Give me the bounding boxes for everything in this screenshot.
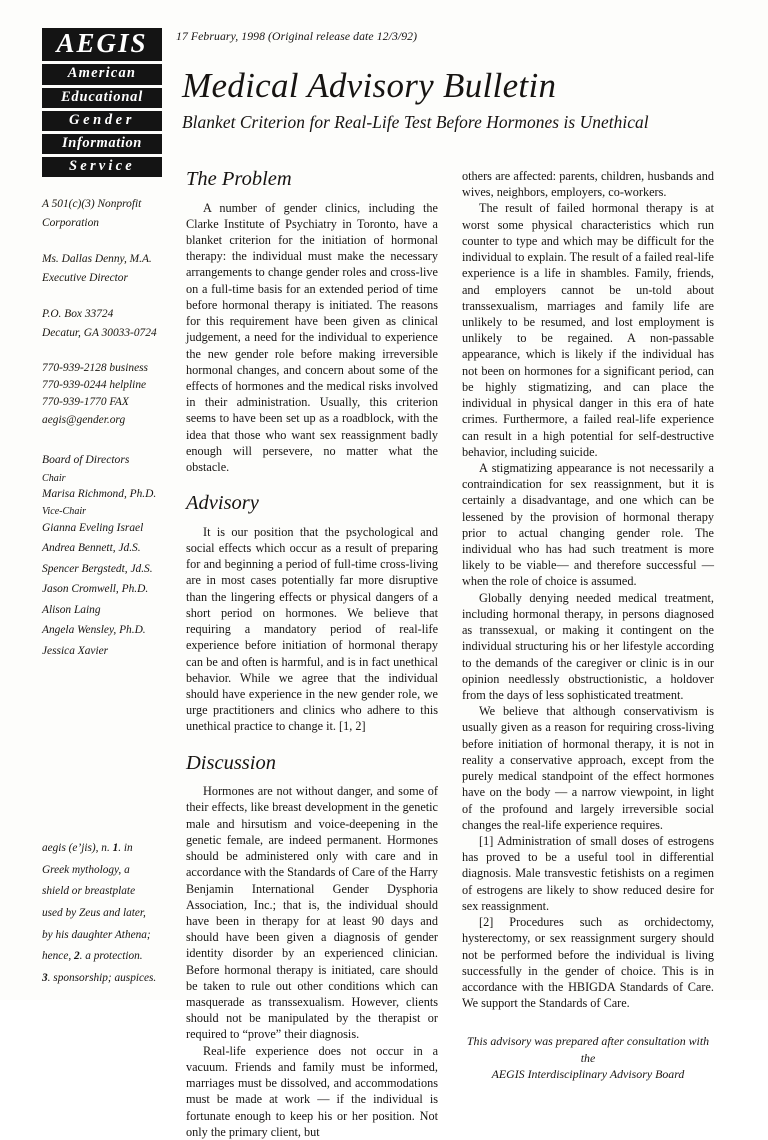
definition-line-6 [42, 946, 194, 968]
vice-chair-role-label: Vice-Chair [42, 506, 87, 518]
paragraph-discussion-1: Hormones are not without danger, and some of their effects, like breast development in the genetic male and hirsutism and voice-deepening in the genetic female, are indeed permanent. Hormones should be administered only with care and in accordance with the Standards of Care of the Harry Benjamin International Gender Dysphoria Association, Inc.; that is, the individual should have been in therapy for at least 90 days and should have been given a diagnosis of gender identity disorder by an experienced clinician. Before hormonal therapy is initiated, care should be taken to rule out other conditions which can masquerade as transsexualism. However, clients should not be manipulated by the therapist or required to “prove” their diagnosis. [186, 784, 438, 1042]
page-subtitle: Blanket Criterion for Real-Life Test Before Hormones is Unethical [182, 112, 649, 132]
vice-chair-name: Gianna Eveling Israel [42, 521, 144, 534]
closing-line-1: This advisory was prepared after consultation with the [466, 1034, 710, 1065]
closing-attribution [462, 1033, 714, 1082]
postal-address [42, 305, 190, 342]
chair-name: Marisa Richmond, Ph.D. [42, 488, 157, 500]
heading-the-problem: The Problem [186, 168, 292, 190]
board-member: Alison Laing [42, 603, 101, 616]
logo-bar-aegis: AEGIS [42, 28, 162, 61]
email-address: aegis@gender.org [42, 413, 126, 426]
definition-line-3: shield or breastplate [42, 885, 136, 898]
phone-helpline: 770-939-0244 helpline [42, 379, 147, 392]
definition-line-5: by his daughter Athena; [42, 928, 151, 941]
executive-director-block [42, 250, 190, 287]
definition-line-6-tail: . a protection. [79, 950, 143, 963]
aegis-definition [42, 838, 194, 990]
definition-sense-3-number: 3 [42, 972, 48, 985]
board-chair [42, 472, 190, 504]
heading-discussion: Discussion [186, 751, 276, 774]
paragraph-discussion-2-part-left: Real-life experience does not occur in a vacuum. Friends and family must be informed, marriages must be dissolved, and accommodations must be made at work — if the individual is fortunate enough to keep his or her position. Not only the primary client, but [186, 1043, 438, 1139]
aegis-logo [42, 28, 162, 177]
definition-sense-2-number: 2 [74, 950, 80, 963]
nonprofit-status [42, 195, 190, 232]
definition-line-1 [42, 838, 194, 860]
logo-bar-gender: Gender [42, 111, 162, 131]
logo-bar-information: Information [42, 134, 162, 154]
board-of-directors-heading: Board of Directors [42, 452, 130, 466]
sidebar [42, 28, 190, 662]
board-member-list [42, 539, 190, 660]
paragraph-discussion-2-part-right: others are affected: parents, children, husbands and wives, neighbors, employers, co-workers. [462, 169, 714, 200]
paragraph-discussion-4: A stigmatizing appearance is not necessarily a contraindication for sex reassignment, but it is certainly a disadvantage, and one which can be lessened by the provision of hormonal therapy prior to actual changing gender role. The individual who has had such treatment is more likely to be viable— and therefore successful — when the role of choice is assumed. [462, 460, 714, 589]
paragraph-advisory: It is our position that the psychological and social effects which occur as a result of preparing for and beginning a period of full-time cross-living are in most cases potentially far more disruptive than the lingering effects or physical dangers of a short period on hormones. We believe that requiring a mandatory period of real-life experience before initiation of hormonal therapy can be and often is harmful, and is in fact unethical behavior. While we agree that the individual should have experience in the new gender role, we urge practitioners and clinics who adhere to this unethical practice to change it. [1, 2] [186, 524, 438, 734]
paragraph-discussion-5: Globally denying needed medical treatment, including hormonal therapy, in persons diagnosed as transsexual, or making it contingent on the individual structuring his or her lifestyle according to the demands of the caregiver or clinic is in our opinion needlessly obstructionistic, a holdover from the days of less sophisticated treatment. [462, 590, 714, 702]
director-name: Ms. Dallas Denny, M.A. [42, 253, 152, 266]
nonprofit-line-2: Corporation [42, 216, 99, 229]
definition-line-4: used by Zeus and later, [42, 907, 146, 920]
paragraph-discussion-6: We believe that although conservativism is usually given as a reason for requiring cross-living before initiation of hormonal therapy, it is not in reality a conservative approach, except from the purely medical standpoint of the effect hormones have on the body — a narrow viewpoint, in light of the profound and largely irreversible social changes the real-life experience requires. [462, 704, 714, 832]
nonprofit-line-1: A 501(c)(3) Nonprofit [42, 198, 142, 211]
definition-headword: aegis (e’jis), n. [42, 842, 113, 854]
footnote-2: [2] Procedures such as orchidectomy, hysterectomy, or sex reassignment surgery should not be performed before the individual is living successfully in the gender of choice. This is in accordance with the HBIGDA Standards of Care. We support the Standards of Care. [462, 915, 714, 1011]
board-member: Spencer Bergstedt, Jd.S. [42, 562, 153, 575]
address-line-2: Decatur, GA 30033-0724 [42, 326, 157, 339]
board-member: Angela Wensley, Ph.D. [42, 624, 146, 637]
board-member: Jessica Xavier [42, 644, 109, 657]
body-column-left [186, 168, 438, 1140]
contact-numbers [42, 360, 190, 428]
logo-bar-american: American [42, 64, 162, 84]
board-vice-chair [42, 505, 190, 537]
closing-line-2: AEGIS Interdisciplinary Advisory Board [491, 1067, 685, 1082]
board-member: Andrea Bennett, Jd.S. [42, 542, 141, 555]
dateline: 17 February, 1998 (Original release date 12/3/92) [176, 30, 418, 43]
logo-bar-educational: Educational [42, 88, 162, 108]
heading-advisory: Advisory [186, 492, 259, 515]
definition-line-7 [42, 968, 194, 990]
definition-sense-1-number: 1 [112, 842, 119, 854]
director-title: Executive Director [42, 271, 128, 284]
chair-role-label: Chair [42, 472, 66, 484]
footnote-1: [1] Administration of small doses of estrogens has proved to be a useful tool in differential diagnosis. Male transvestic fetishists on a regimen of estrogens are likely to show reduced desire for sex reassignment. [462, 833, 714, 913]
page-title: Medical Advisory Bulletin [182, 66, 557, 105]
definition-line-1-tail: . in [118, 842, 133, 854]
body-column-right [462, 168, 714, 1083]
paragraph-discussion-3: The result of failed hormonal therapy is at worst some physical characteristics which run counter to type and which may be difficult for the individual to explain. The result of a failed real-life experience is a life in shambles. Family, friends, and employers cannot be un-told about transsexualism, marriages and family life are unlikely to be resumed, and lost employment is unlikely to be regained. A non-passable appearance, which is likely if the individual has not been on hormones for a significant period, can be highly stigmatizing, and can place the individual in physical danger in this era of hate crimes. Furthermore, a failed real-life experience can result in a high potential for self-destructive behavior, including suicide. [462, 201, 714, 459]
definition-line-2: Greek mythology, a [42, 863, 130, 876]
board-member: Jason Cromwell, Ph.D. [42, 583, 149, 596]
paragraph-problem: A number of gender clinics, including the Clarke Institute of Psychiatry in Toronto, have a blanket criterion for the initiation of hormonal therapy: the individual must make the necessary arrangements to change gender roles and cross-live on a full-time basis for an extended period of time before hormonal therapy is initiated. The reasons for this requirement have been given as clinical judgement, a need for the individual to experience the new gender role before making irreversible hormonal changes, and concern about some of the effects of hormones and the medical risks involved in their administration. Usually, this criterion seems to have been set up as a roadblock, with the idea that those who want sex reassignment badly enough will persevere, no matter what the obstacle. [186, 200, 438, 475]
definition-line-7-tail: . sponsorship; auspices. [47, 972, 157, 985]
phone-fax: 770-939-1770 FAX [42, 396, 129, 409]
definition-line-6-head: hence, [42, 950, 74, 963]
address-line-1: P.O. Box 33724 [42, 308, 114, 321]
logo-bar-service: Service [42, 157, 162, 177]
phone-business: 770-939-2128 business [42, 362, 148, 375]
